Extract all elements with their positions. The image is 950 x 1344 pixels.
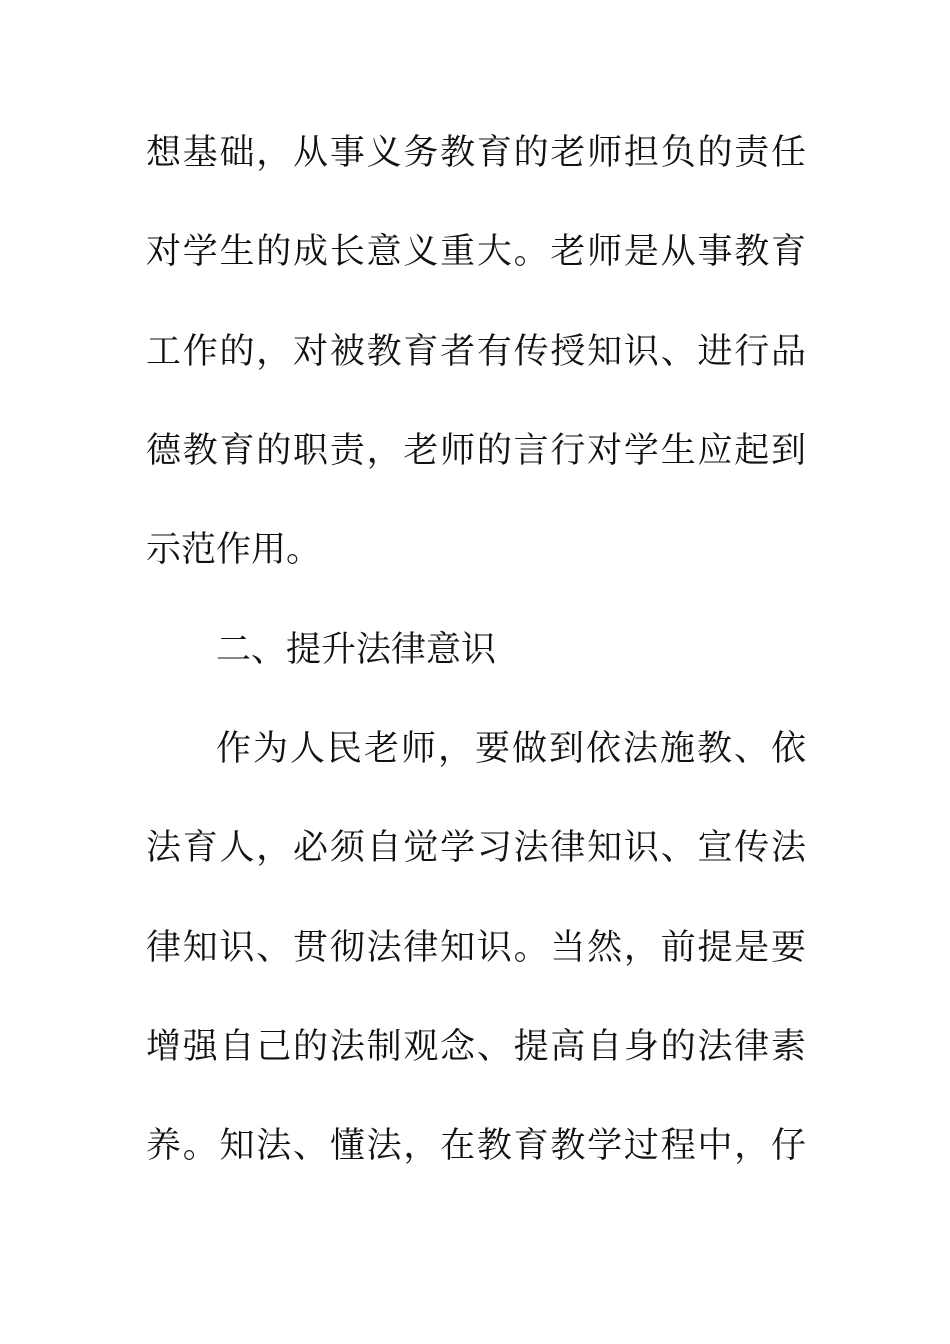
paragraph-line: 示范作用。 [146,530,322,570]
paragraph-line: 德教育的职责，老师的言行对学生应起到 [146,431,806,471]
paragraph-line: 增强自己的法制观念、提高自身的法律素 [146,1027,806,1067]
paragraph-line: 想基础，从事义务教育的老师担负的责任 [146,133,806,173]
paragraph-line: 养。知法、懂法，在教育教学过程中，仔 [146,1126,806,1166]
paragraph-line: 法育人，必须自觉学习法律知识、宣传法 [146,828,806,868]
paragraph-line: 工作的，对被教育者有传授知识、进行品 [146,332,806,372]
paragraph-line: 律知识、贯彻法律知识。当然，前提是要 [146,928,806,968]
paragraph-line: 对学生的成长意义重大。老师是从事教育 [146,232,806,272]
paragraph-line: 作为人民老师，要做到依法施教、依 [216,729,806,769]
section-heading: 二、提升法律意识 [216,630,497,670]
